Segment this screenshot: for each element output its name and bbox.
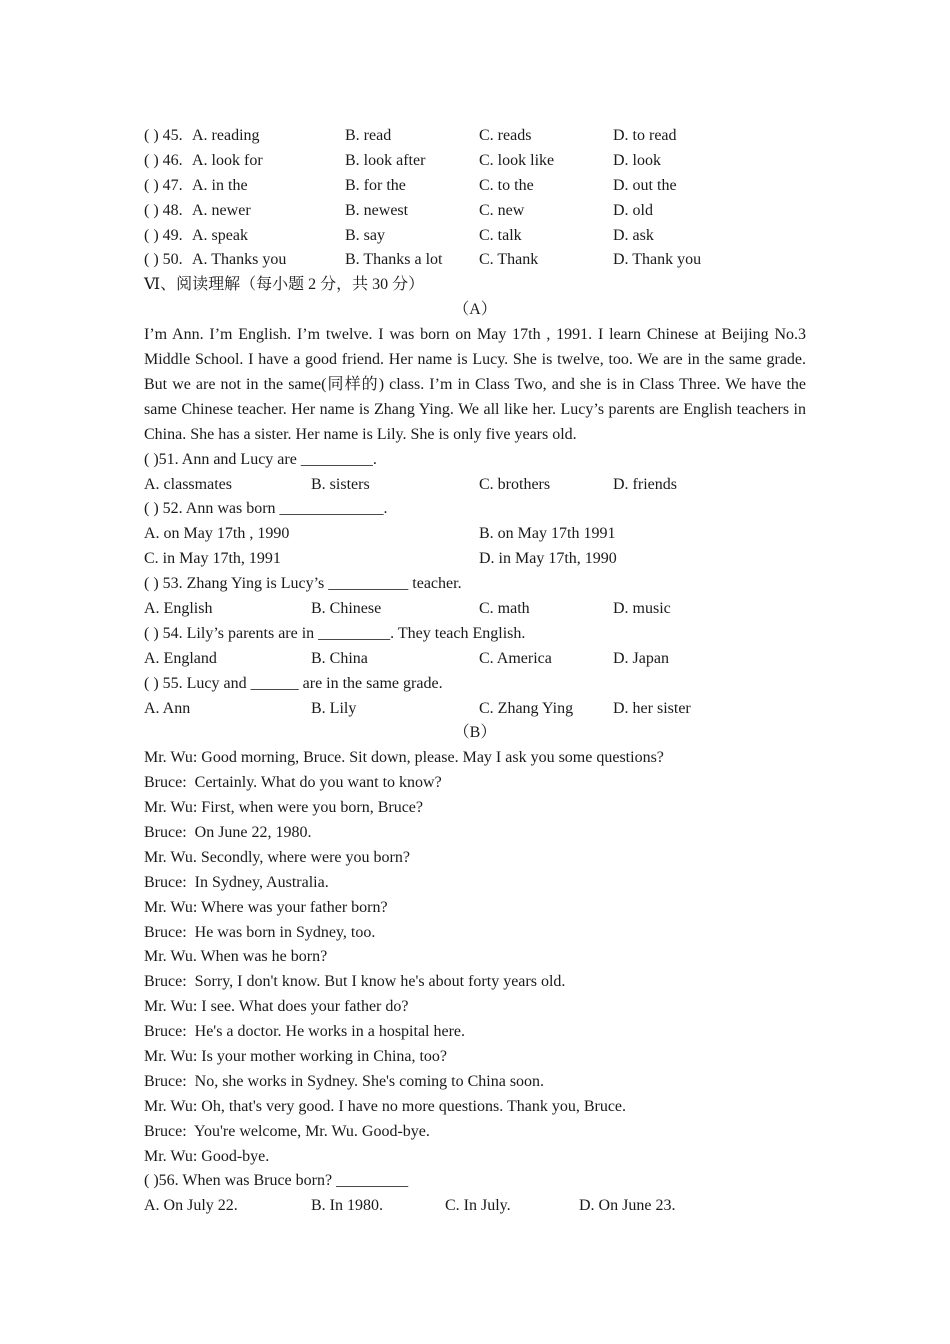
- dialogue-line: Mr. Wu: Oh, that's very good. I have no more questions. Thank you, Bruce.: [144, 1097, 627, 1115]
- question-number: ( ) 48.: [144, 201, 183, 219]
- option-b: B. China: [311, 649, 368, 667]
- option-b: B. look after: [345, 151, 426, 169]
- question-45: [144, 124, 806, 149]
- question-54-options: [144, 647, 806, 672]
- option-d: D. friends: [613, 475, 677, 493]
- option-a: A. Ann: [144, 699, 191, 717]
- option-c: C. America: [479, 649, 552, 667]
- dialogue-line: Bruce: Sorry, I don't know. But I know he's about forty years old.: [144, 973, 566, 991]
- dialogue-line: Bruce: He's a doctor. He works in a hospital here.: [144, 1023, 466, 1041]
- option-a: A. England: [144, 649, 217, 667]
- option-d: D. to read: [613, 127, 677, 144]
- question-53-stem: ( ) 53. Zhang Ying is Lucy’s __________ teacher.: [144, 575, 462, 593]
- section-title: Ⅵ、阅读理解（每小题 2 分，共 30 分）: [144, 276, 425, 294]
- dialogue-line: Bruce: He was born in Sydney, too.: [144, 923, 376, 941]
- option-c: C. look like: [479, 151, 555, 169]
- option-c: C. In July.: [445, 1197, 511, 1215]
- option-c: C. reads: [479, 127, 532, 144]
- question-46: [144, 149, 806, 174]
- option-c: C. Zhang Ying: [479, 699, 574, 717]
- option-d: D. look: [613, 151, 661, 169]
- question-number: ( ) 45.: [144, 127, 183, 144]
- question-list-45-50: [144, 124, 806, 273]
- option-d: D. On June 23.: [579, 1197, 676, 1215]
- option-b: B. read: [345, 127, 392, 144]
- option-a: A. newer: [192, 201, 251, 219]
- option-d: D. out the: [613, 176, 677, 194]
- option-d: D. in May 17th, 1990: [479, 550, 617, 568]
- option-d: D. Japan: [613, 649, 669, 667]
- option-a: A. English: [144, 600, 213, 617]
- option-b: B. sisters: [311, 475, 370, 493]
- dialogue-line: Mr. Wu. Secondly, where were you born?: [144, 848, 410, 866]
- question-55-options: [144, 697, 806, 722]
- option-c: C. new: [479, 201, 525, 219]
- dialogue-line: Mr. Wu: Good morning, Bruce. Sit down, please. May I ask you some questions?: [144, 749, 664, 767]
- question-56-options: [144, 1194, 806, 1219]
- question-49: [144, 224, 806, 249]
- question-47: [144, 174, 806, 199]
- part-a-label: （A）: [453, 301, 497, 319]
- option-b: B. Lily: [311, 699, 357, 717]
- option-b: B. Chinese: [311, 600, 382, 617]
- question-51-options: [144, 473, 806, 498]
- option-d: D. her sister: [613, 699, 691, 717]
- option-c: C. to the: [479, 176, 534, 194]
- question-number: ( ) 47.: [144, 176, 183, 194]
- option-c: C. in May 17th, 1991: [144, 550, 281, 568]
- question-52-options-row1: [144, 522, 806, 547]
- question-number: ( ) 50.: [144, 251, 183, 269]
- question-52-stem: ( ) 52. Ann was born _____________.: [144, 500, 388, 518]
- question-54-stem: ( ) 54. Lily’s parents are in _________. They teach English.: [144, 624, 526, 642]
- question-50: [144, 248, 806, 273]
- dialogue-line: Bruce: On June 22, 1980.: [144, 824, 312, 842]
- question-53-options: [144, 597, 806, 622]
- dialogue-line: Mr. Wu: Where was your father born?: [144, 898, 388, 916]
- option-b: B. say: [345, 226, 385, 244]
- dialogue-line: Mr. Wu: I see. What does your father do?: [144, 998, 409, 1016]
- dialogue-line: Mr. Wu: Good-bye.: [144, 1147, 270, 1165]
- option-d: D. old: [613, 201, 653, 219]
- option-b: B. on May 17th 1991: [479, 525, 616, 543]
- option-c: C. talk: [479, 226, 522, 244]
- option-a: A. classmates: [144, 475, 232, 493]
- question-52-options-row2: [144, 547, 806, 572]
- option-a: A. Thanks you: [192, 251, 287, 269]
- option-a: A. reading: [192, 127, 260, 144]
- question-55-stem: ( ) 55. Lucy and ______ are in the same grade.: [144, 674, 443, 692]
- dialogue-line: Bruce: You're welcome, Mr. Wu. Good-bye.: [144, 1122, 430, 1140]
- option-c: C. math: [479, 600, 530, 617]
- dialogue: [144, 746, 806, 1169]
- option-d: D. ask: [613, 226, 654, 244]
- option-a: A. speak: [192, 226, 248, 244]
- option-a: A. On July 22.: [144, 1197, 238, 1215]
- option-b: B. for the: [345, 176, 406, 194]
- dialogue-line: Mr. Wu: Is your mother working in China, too?: [144, 1048, 448, 1066]
- exam-page: [144, 124, 806, 1219]
- option-b: B. In 1980.: [311, 1197, 383, 1215]
- question-number: ( ) 49.: [144, 226, 183, 244]
- option-c: C. Thank: [479, 251, 539, 269]
- question-56-stem: ( )56. When was Bruce born? _________: [144, 1172, 409, 1190]
- option-d: D. music: [613, 600, 671, 617]
- option-b: B. newest: [345, 201, 409, 219]
- option-a: A. look for: [192, 151, 263, 169]
- question-51-stem: ( )51. Ann and Lucy are _________.: [144, 450, 377, 468]
- option-d: D. Thank you: [613, 251, 702, 269]
- part-b-label: （B）: [453, 724, 497, 742]
- dialogue-line: Bruce: Certainly. What do you want to know?: [144, 774, 442, 792]
- option-a: A. in the: [192, 176, 248, 194]
- part-a-passage: I’m Ann. I’m English. I’m twelve. I was born on May 17th , 1991. I learn Chinese at Beijing No.3 Middle School. I have a good friend. Her name is Lucy. She is twelve, too. We are in the same grade. But we are not in the same(同样的) class. I’m in Class Two, and she is in Class Three. We have the same Chinese teacher. Her name is Zhang Ying. We all like her. Lucy’s parents are English teachers in China. She has a sister. Her name is Lily. She is only five years old.: [144, 326, 806, 443]
- dialogue-line: Bruce: No, she works in Sydney. She's coming to China soon.: [144, 1072, 545, 1090]
- option-b: B. Thanks a lot: [345, 251, 443, 269]
- dialogue-line: Bruce: In Sydney, Australia.: [144, 873, 329, 891]
- dialogue-line: Mr. Wu. When was he born?: [144, 948, 328, 966]
- question-48: [144, 199, 806, 224]
- question-number: ( ) 46.: [144, 151, 183, 169]
- dialogue-line: Mr. Wu: First, when were you born, Bruce?: [144, 799, 424, 817]
- option-c: C. brothers: [479, 475, 551, 493]
- option-a: A. on May 17th , 1990: [144, 525, 290, 543]
